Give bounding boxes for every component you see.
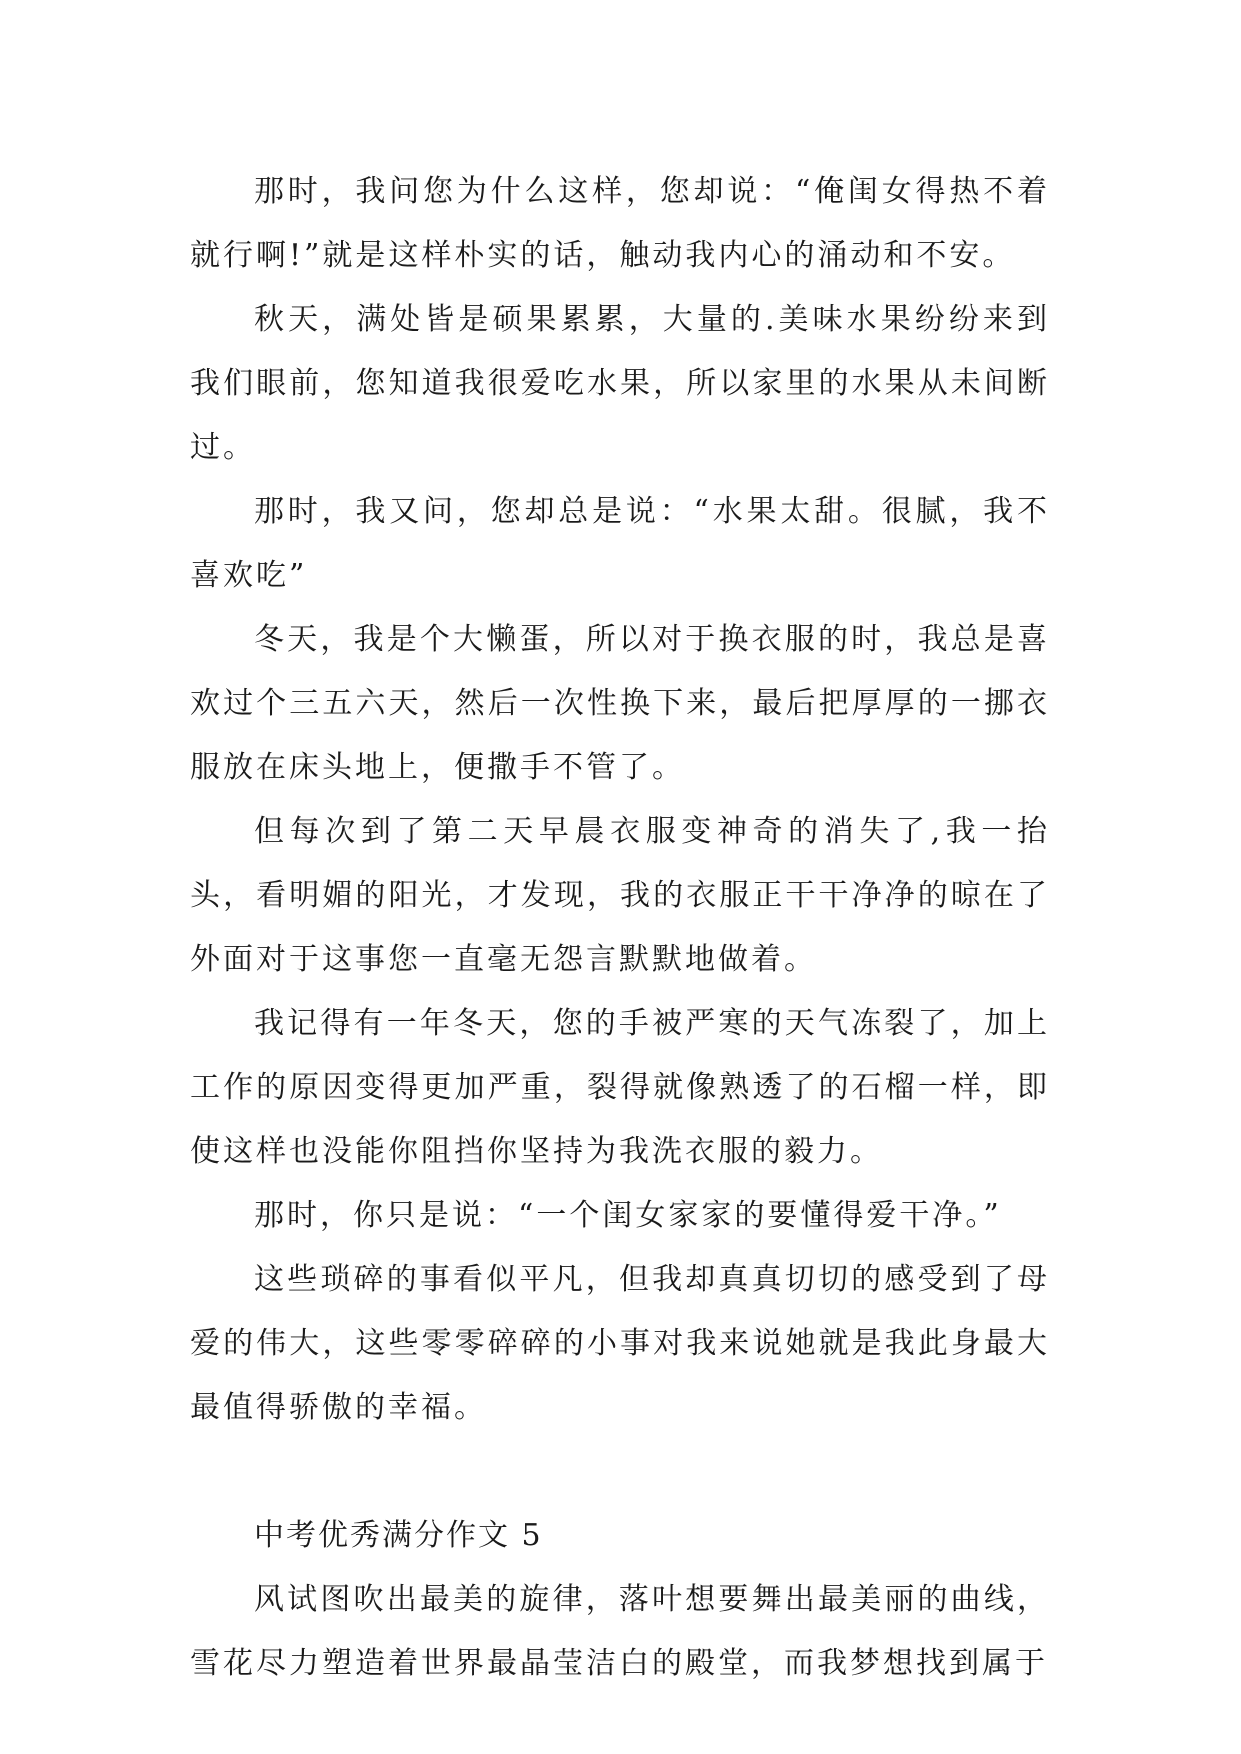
document-body xyxy=(190,160,1050,1696)
paragraph: 这些琐碎的事看似平凡，但我却真真切切的感受到了母爱的伟大，这些零零碎碎的小事对我来说她就是我此身最大最值得骄傲的幸福。 xyxy=(190,1262,1050,1425)
paragraph: 但每次到了第二天早晨衣服变神奇的消失了,我一抬头，看明媚的阳光，才发现，我的衣服正干干净净的晾在了外面对于这事您一直毫无怨言默默地做着。 xyxy=(190,814,1050,977)
section-title: 中考优秀满分作文 5 xyxy=(254,1518,543,1553)
paragraph: 那时，我问您为什么这样，您却说：“俺闺女得热不着就行啊!”就是这样朴实的话，触动我内心的涌动和不安。 xyxy=(190,174,1050,273)
paragraph: 那时，你只是说：“一个闺女家家的要懂得爱干净。” xyxy=(254,1198,1002,1233)
paragraph: 我记得有一年冬天，您的手被严寒的天气冻裂了，加上工作的原因变得更加严重，裂得就像熟透了的石榴一样，即使这样也没能你阻挡你坚持为我洗衣服的毅力。 xyxy=(190,1006,1050,1169)
paragraph: 冬天，我是个大懒蛋，所以对于换衣服的时，我总是喜欢过个三五六天，然后一次性换下来，最后把厚厚的一挪衣服放在床头地上，便撒手不管了。 xyxy=(190,622,1050,785)
paragraph: 秋天，满处皆是硕果累累，大量的.美味水果纷纷来到我们眼前，您知道我很爱吃水果，所以家里的水果从未间断过。 xyxy=(190,302,1050,465)
paragraph: 风试图吹出最美的旋律，落叶想要舞出最美丽的曲线，雪花尽力塑造着世界最晶莹洁白的殿堂，而我梦想找到属于 xyxy=(190,1582,1050,1681)
paragraph: 那时，我又问，您却总是说：“水果太甜。很腻，我不喜欢吃” xyxy=(190,494,1050,593)
